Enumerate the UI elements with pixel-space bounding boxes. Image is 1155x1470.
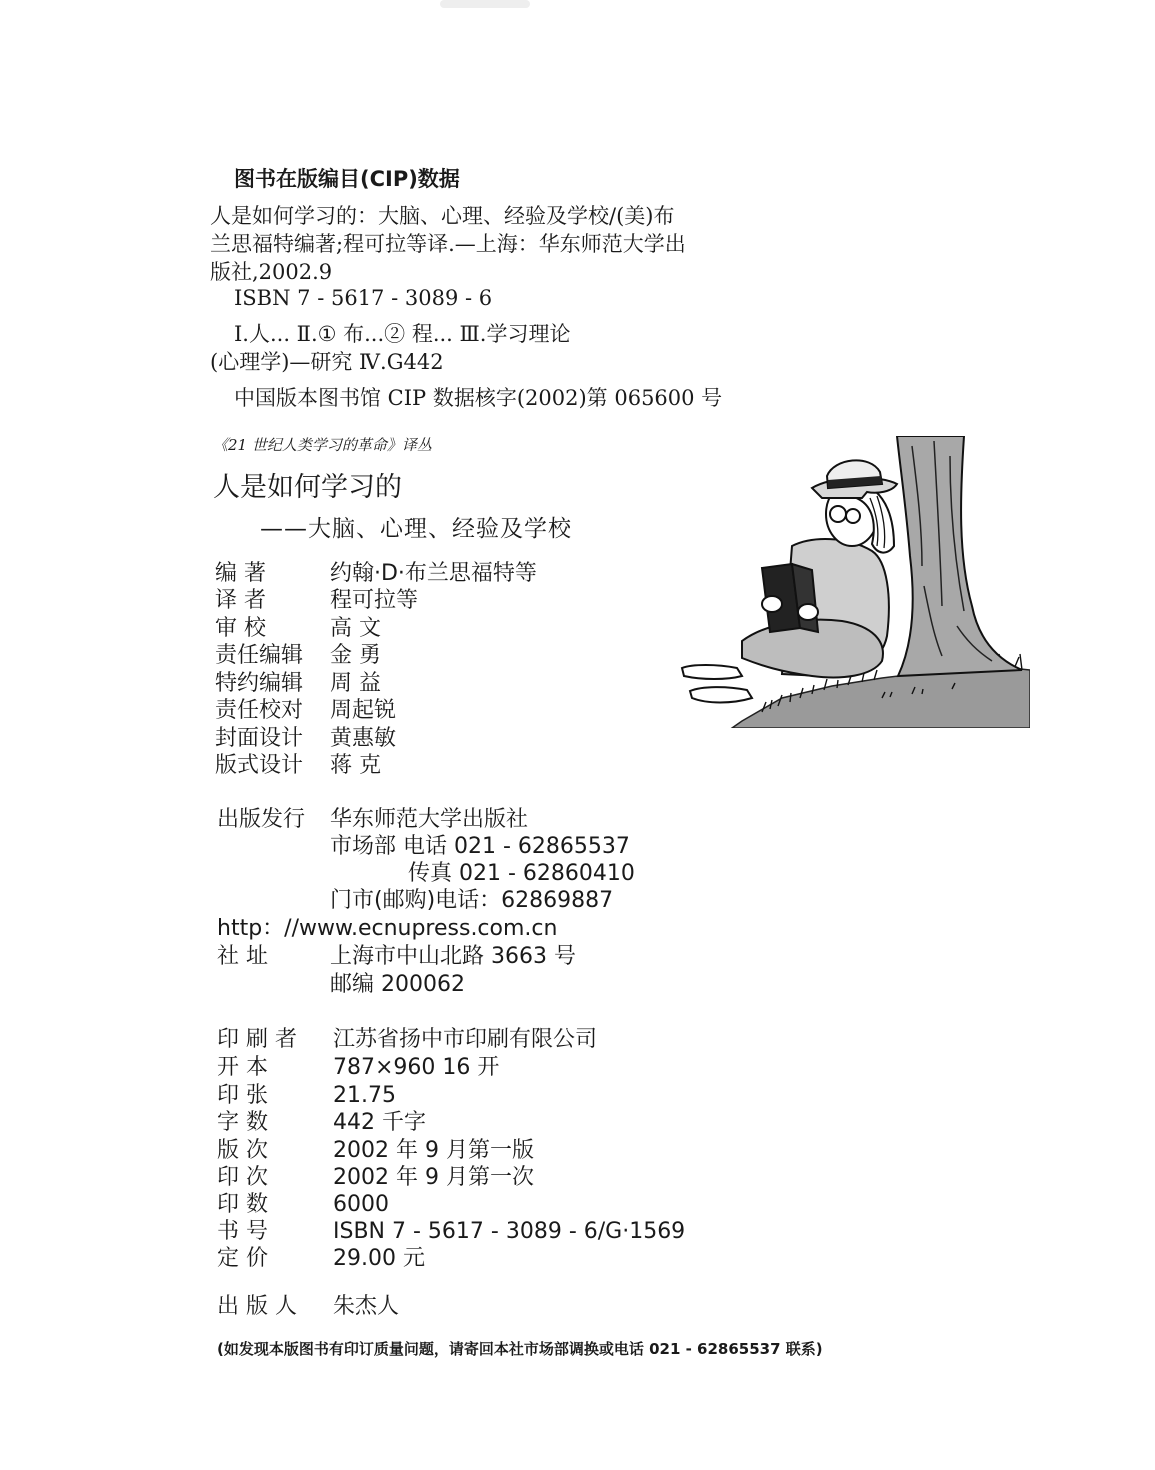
print-value: 442 千字 bbox=[333, 1110, 426, 1135]
cip-isbn: ISBN 7 - 5617 - 3089 - 6 bbox=[234, 286, 493, 310]
staff-label: 版式设计 bbox=[215, 753, 304, 778]
print-value: ISBN 7 - 5617 - 3089 - 6/G·1569 bbox=[333, 1219, 686, 1244]
publisher-name: 华东师范大学出版社 bbox=[330, 807, 529, 832]
cip-class-line-2: (心理学)—研究 Ⅳ.G442 bbox=[210, 350, 444, 374]
staff-value: 高 文 bbox=[330, 616, 381, 641]
print-value: 21.75 bbox=[333, 1083, 396, 1108]
print-value: 787×960 16 开 bbox=[333, 1055, 500, 1080]
print-label: 印 数 bbox=[217, 1192, 268, 1217]
print-label: 字 数 bbox=[217, 1110, 268, 1135]
scan-edge-mark bbox=[440, 0, 530, 8]
chief-label: 出 版 人 bbox=[217, 1294, 297, 1319]
quality-notice: (如发现本版图书有印订质量问题，请寄回本社市场部调换或电话 021 - 62865537 联系) bbox=[217, 1340, 823, 1358]
staff-label: 审 校 bbox=[215, 616, 266, 641]
cip-heading: 图书在版编目(CIP)数据 bbox=[234, 167, 460, 191]
print-value: 江苏省扬中市印刷有限公司 bbox=[333, 1027, 598, 1052]
cip-check: 中国版本图书馆 CIP 数据核字(2002)第 065600 号 bbox=[234, 386, 723, 410]
cip-class-line-1: Ⅰ.人... Ⅱ.① 布...② 程... Ⅲ.学习理论 bbox=[234, 322, 571, 346]
print-value: 6000 bbox=[333, 1192, 389, 1217]
publisher-label: 出版发行 bbox=[217, 807, 306, 832]
cip-desc-line-1: 人是如何学习的：大脑、心理、经验及学校/(美)布 bbox=[210, 204, 675, 228]
print-value: 2002 年 9 月第一版 bbox=[333, 1138, 534, 1163]
staff-value: 金 勇 bbox=[330, 643, 381, 668]
address-value: 上海市中山北路 3663 号 bbox=[330, 944, 576, 969]
staff-value: 蒋 克 bbox=[330, 753, 381, 778]
store-phone: 门市(邮购)电话：62869887 bbox=[330, 888, 614, 913]
print-label: 书 号 bbox=[217, 1219, 268, 1244]
staff-label: 封面设计 bbox=[215, 726, 304, 751]
publisher-url: http：//www.ecnupress.com.cn bbox=[217, 916, 558, 941]
staff-label: 编 著 bbox=[215, 561, 266, 586]
print-label: 开 本 bbox=[217, 1055, 268, 1080]
book-title: 人是如何学习的 bbox=[213, 472, 402, 503]
cip-desc-line-2: 兰思福特编著;程可拉等译.—上海：华东师范大学出 bbox=[210, 232, 686, 256]
staff-label: 责任编辑 bbox=[215, 643, 304, 668]
market-phone: 市场部 电话 021 - 62865537 bbox=[330, 834, 630, 859]
staff-label: 译 者 bbox=[215, 588, 266, 613]
reading-woman-illustration bbox=[672, 436, 1030, 728]
print-label: 印 张 bbox=[217, 1083, 268, 1108]
staff-value: 周 益 bbox=[330, 671, 381, 696]
address-label: 社 址 bbox=[217, 944, 268, 969]
postcode: 邮编 200062 bbox=[330, 972, 465, 997]
staff-value: 约翰·D·布兰思福特等 bbox=[330, 561, 537, 586]
staff-value: 程可拉等 bbox=[330, 588, 419, 613]
book-subtitle: ——大脑、心理、经验及学校 bbox=[260, 516, 572, 542]
print-label: 印 次 bbox=[217, 1165, 268, 1190]
staff-value: 周起锐 bbox=[330, 698, 397, 723]
cip-desc-line-3: 版社,2002.9 bbox=[210, 260, 333, 284]
print-label: 定 价 bbox=[217, 1246, 268, 1271]
fax-number: 传真 021 - 62860410 bbox=[408, 861, 635, 886]
print-value: 2002 年 9 月第一次 bbox=[333, 1165, 534, 1190]
staff-label: 特约编辑 bbox=[215, 671, 304, 696]
staff-value: 黄惠敏 bbox=[330, 726, 397, 751]
print-label: 版 次 bbox=[217, 1138, 268, 1163]
chief-value: 朱杰人 bbox=[333, 1294, 400, 1319]
staff-label: 责任校对 bbox=[215, 698, 304, 723]
print-value: 29.00 元 bbox=[333, 1246, 425, 1271]
print-label: 印 刷 者 bbox=[217, 1027, 297, 1052]
series-name: 《21 世纪人类学习的革命》译丛 bbox=[213, 436, 432, 454]
